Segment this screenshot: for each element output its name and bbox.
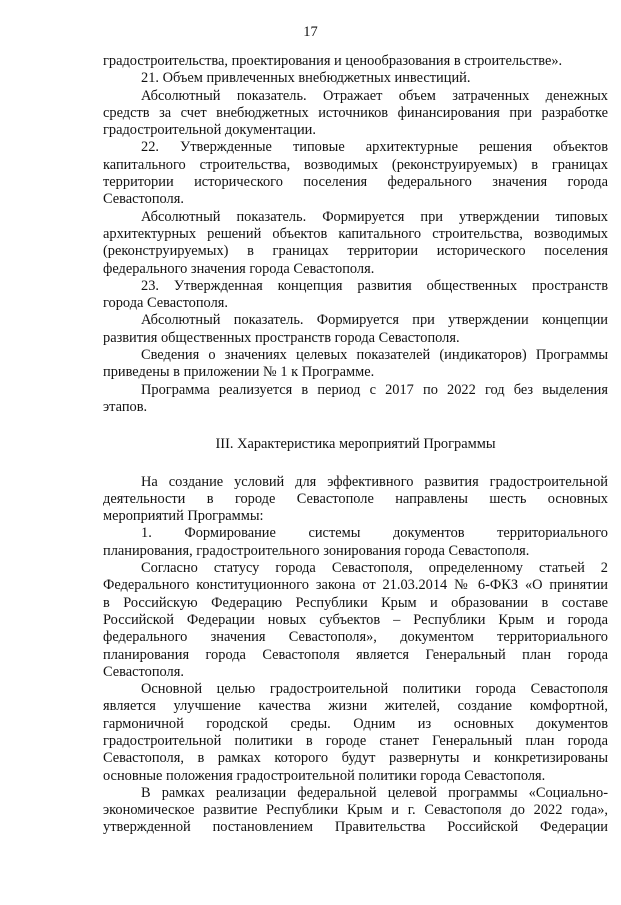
text-line: Севастополя. bbox=[103, 191, 184, 208]
text-line: планирования города Севастополя является Генеральный план города bbox=[103, 646, 608, 663]
text-line: архитектурных решений объектов капитального строительства, возводимых bbox=[103, 225, 608, 242]
text-line: планирования, градостроительного зонирования города Севастополя. bbox=[103, 542, 530, 559]
text-line: градостроительной документации. bbox=[103, 122, 316, 139]
text-line: Федерального конституционного закона от 21.03.2014 № 6-ФКЗ «О принятии bbox=[103, 577, 608, 594]
paragraph bbox=[103, 681, 608, 785]
paragraph bbox=[103, 525, 608, 560]
text-line: федерального значения города Севастополя. bbox=[103, 260, 375, 277]
paragraph bbox=[103, 312, 608, 347]
text-line: Согласно статусу города Севастополя, определенному статьей 2 bbox=[141, 560, 608, 577]
paragraph bbox=[103, 474, 608, 526]
text-line: экономическое развитие Республики Крым и г. Севастополя до 2022 года», bbox=[103, 802, 608, 819]
text-line: Сведения о значениях целевых показателей (индикаторов) Программы bbox=[141, 347, 608, 364]
text-line: приведены в приложении № 1 к Программе. bbox=[103, 364, 375, 381]
text-line: 23. Утвержденная концепция развития общественных пространств bbox=[141, 277, 608, 294]
text-line: градостроительства, проектирования и ценообразования в строительстве». bbox=[103, 53, 563, 69]
text-line: (реконструируемых) в границах территории исторического поселения bbox=[103, 243, 608, 260]
text-line: Российской Федерации новых субъектов – Республики Крым и города bbox=[103, 611, 608, 628]
text-line: деятельности в городе Севастополе направлены шесть основных bbox=[103, 490, 608, 507]
text-line: В рамках реализации федеральной целевой программы «Социально- bbox=[141, 784, 608, 801]
paragraph bbox=[103, 347, 608, 382]
text-line: города Севастополя. bbox=[103, 295, 228, 312]
text-line: основные положения градостроительной политики города Севастополя. bbox=[103, 767, 546, 784]
paragraph bbox=[103, 139, 608, 208]
text-line: в Российскую Федерацию Республики Крым и образовании в составе bbox=[103, 594, 608, 611]
paragraph bbox=[103, 382, 608, 417]
text-line: мероприятий Программы: bbox=[103, 508, 264, 525]
document-body bbox=[103, 53, 608, 837]
text-line: развития общественных пространств города Севастополя. bbox=[103, 329, 460, 346]
paragraph bbox=[103, 88, 608, 140]
text-line: утвержденной постановлением Правительства Российской Федерации bbox=[103, 819, 608, 836]
section-heading: III. Характеристика мероприятий Программы bbox=[215, 436, 496, 453]
paragraphs-after-heading bbox=[103, 474, 608, 837]
text-line: Абсолютный показатель. Формируется при утверждении концепции bbox=[141, 312, 608, 329]
text-line: Абсолютный показатель. Отражает объем затраченных денежных bbox=[141, 87, 608, 104]
text-line: этапов. bbox=[103, 398, 148, 415]
paragraph bbox=[103, 209, 608, 278]
text-line: Севастополя. bbox=[103, 663, 184, 680]
text-line: 21. Объем привлеченных внебюджетных инвестиций. bbox=[141, 70, 471, 87]
text-line: федерального значения Севастополя», документом территориального bbox=[103, 629, 608, 646]
paragraph bbox=[103, 785, 608, 837]
page-number: 17 bbox=[303, 24, 318, 40]
text-line: Абсолютный показатель. Формируется при утверждении типовых bbox=[141, 208, 608, 225]
text-line: Основной целью градостроительной политики города Севастополя bbox=[141, 681, 608, 698]
text-line: градостроительной политики в городе станет Генеральный план города bbox=[103, 732, 608, 749]
paragraph bbox=[103, 53, 608, 70]
text-line: На создание условий для эффективного развития градостроительной bbox=[141, 473, 608, 490]
text-line: средств за счет внебюджетных источников финансирования при разработке bbox=[103, 104, 608, 121]
text-line: территории исторического поселения федерального значения города bbox=[103, 174, 608, 191]
paragraph bbox=[103, 70, 608, 87]
paragraph bbox=[103, 560, 608, 681]
paragraph bbox=[103, 278, 608, 313]
text-line: Программа реализуется в период с 2017 по 2022 год без выделения bbox=[141, 381, 608, 398]
paragraphs-before-heading bbox=[103, 53, 608, 416]
text-line: 1. Формирование системы документов территориального bbox=[141, 525, 608, 542]
text-line: 22. Утвержденные типовые архитектурные решения объектов bbox=[141, 139, 608, 156]
text-line: является улучшение качества жизни жителей, создание комфортной, bbox=[103, 698, 608, 715]
text-line: гармоничной городской среды. Одним из основных документов bbox=[103, 715, 608, 732]
text-line: капитального строительства, возводимых (реконструируемых) в границах bbox=[103, 156, 608, 173]
text-line: Севастополя, в рамках которого будут развернуты и конкретизированы bbox=[103, 750, 608, 767]
